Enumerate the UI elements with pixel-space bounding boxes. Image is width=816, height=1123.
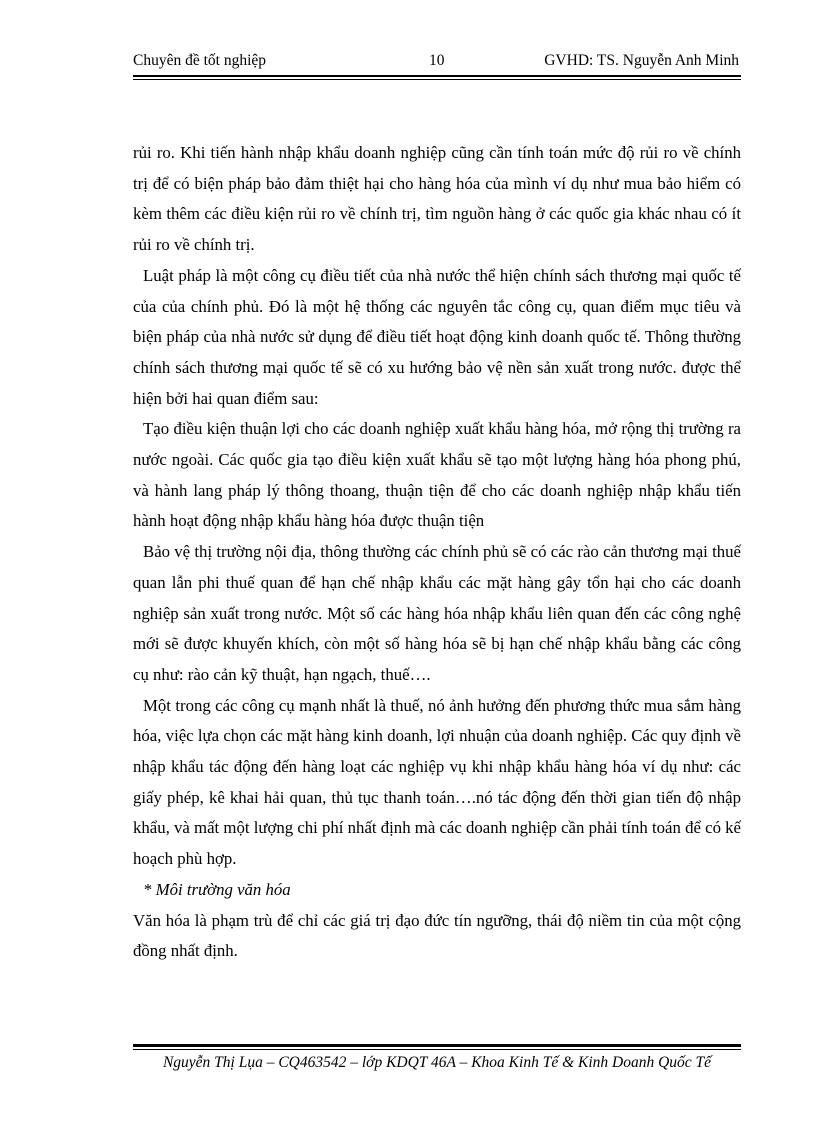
page-body [133,138,741,967]
section-paragraph: Văn hóa là phạm trù để chỉ các giá trị đạo đức tín ngưỡng, thái độ niềm tin của một cộng đồng nhất định. [133,910,741,961]
body-paragraph: Một trong các công cụ mạnh nhất là thuế, nó ảnh hưởng đến phương thức mua sắm hàng hóa, việc lựa chọn các mặt hàng kinh doanh, lợi nhuận của doanh nghiệp. Các quy định về nhập khẩu tác động đến hàng loạt các nghiệp vụ khi nhập khẩu hàng hóa ví dụ như: các giấy phép, kê khai hải quan, thủ tục thanh toán….nó tác động đến thời gian tiến độ nhập khẩu, và mất một lượng chi phí nhất định mà các doanh nghiệp cần phải tính toán để có kế hoạch phù hợp. [133,695,741,869]
header-supervisor: GVHD: TS. Nguyễn Anh Minh [544,52,739,69]
footer-rule-thin [133,1049,741,1050]
header-rule-thin [133,79,741,80]
body-paragraph: Bảo vệ thị trường nội địa, thông thường các chính phủ sẽ có các rào cản thương mại thuế quan lẫn phi thuế quan để hạn chế nhập khẩu các mặt hàng gây tổn hại cho các doanh nghiệp sản xuất trong nước. Một số các hàng hóa nhập khẩu liên quan đến các công nghệ mới sẽ được khuyến khích, còn một số hàng hóa sẽ bị hạn chế nhập khẩu bằng các công cụ như: rào cản kỹ thuật, hạn ngạch, thuế…. [133,542,741,684]
page-footer: Nguyễn Thị Lụa – CQ463542 – lớp KDQT 46A – Khoa Kinh Tế & Kinh Doanh Quốc Tế [162,1054,712,1071]
body-paragraph: Luật pháp là một công cụ điều tiết của nhà nước thể hiện chính sách thương mại quốc tế của của chính phủ. Đó là một hệ thống các nguyên tắc công cụ, quan điểm mục tiêu và biện pháp của nhà nước sử dụng để điều tiết hoạt động kinh doanh quốc tế. Thông thường chính sách thương mại quốc tế sẽ có xu hướng bảo vệ nền sản xuất trong nước. được thể hiện bởi hai quan điểm sau: [133,265,741,408]
page-header [133,52,741,76]
header-page-number: 10 [429,52,445,69]
body-paragraph: Tạo điều kiện thuận lợi cho các doanh nghiệp xuất khẩu hàng hóa, mở rộng thị trường ra nước ngoài. Các quốc gia tạo điều kiện xuất khẩu sẽ tạo một lượng hàng hóa phong phú, và hành lang pháp lý thông thoang, thuận tiện để cho các doanh nghiệp nhập khẩu tiến hành hoạt động nhập khẩu hàng hóa được thuận tiện [133,419,741,531]
footer-rule [133,1044,741,1047]
header-rule [133,75,741,77]
section-heading: * Môi trường văn hóa [143,879,291,899]
body-paragraph: rủi ro. Khi tiến hành nhập khẩu doanh nghiệp cũng cần tính toán mức độ rủi ro về chính trị để có biện pháp bảo đảm thiệt hại cho hàng hóa của mình ví dụ như mua bảo hiểm có kèm thêm các điều kiện rủi ro về chính trị, tìm nguồn hàng ở các quốc gia khác nhau có ít rủi ro về chính trị. [133,143,741,255]
header-document-type: Chuyên đề tốt nghiệp [133,52,267,69]
